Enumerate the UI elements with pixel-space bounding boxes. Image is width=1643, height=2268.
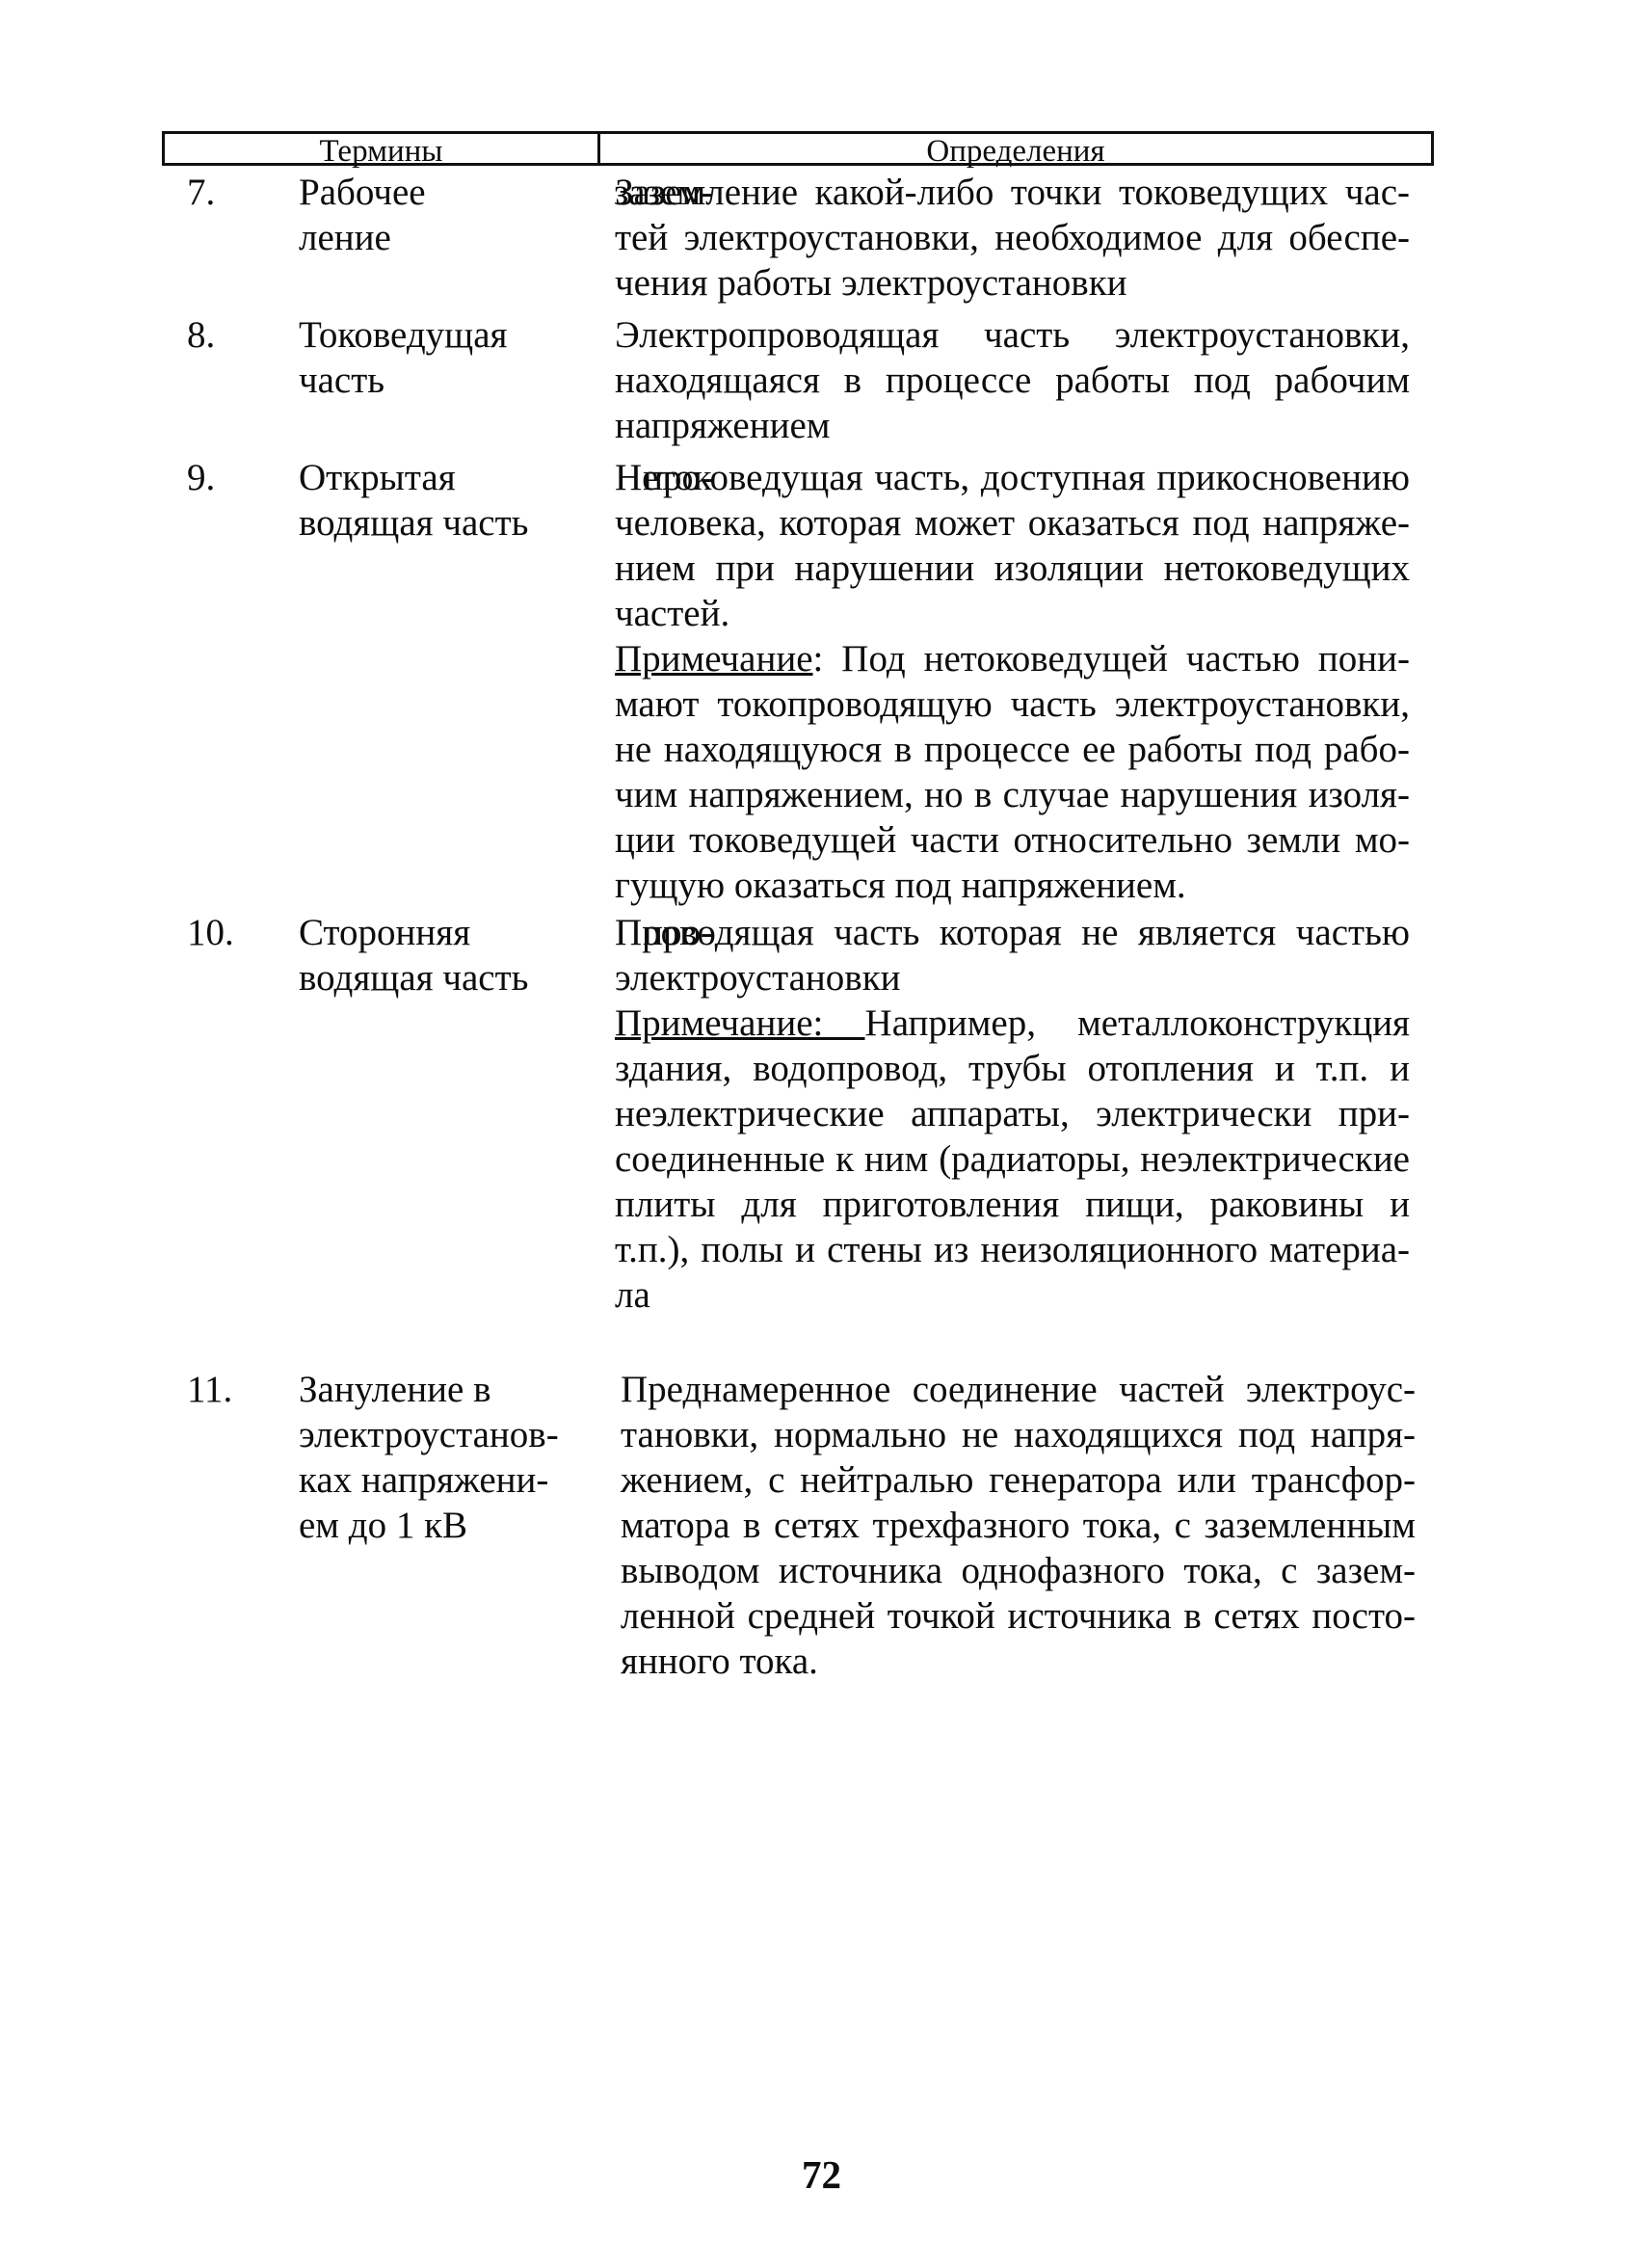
note-line: ла	[615, 1274, 650, 1316]
note-label: Примечание	[615, 638, 813, 680]
note-line: не находящуюся в процессе ее работы под рабо-	[615, 729, 1410, 770]
row-definition	[621, 1367, 1416, 1684]
definition-line: тановки, нормально не находящихся под напря-	[621, 1414, 1416, 1455]
note-line: плиты для приготовления пищи, раковины и	[615, 1184, 1410, 1225]
definition-line: жением, с нейтралью генератора или трансфор-	[621, 1459, 1416, 1501]
term-line: Открытая про-	[299, 457, 713, 498]
note-text: : Под нетоковедущей частью пони-	[812, 638, 1410, 680]
row-number: 9.	[187, 457, 216, 498]
definition-line: электроустановки	[615, 957, 901, 999]
page-number: 72	[802, 2152, 841, 2197]
row-number: 10.	[187, 912, 234, 953]
note-text: Например, металлоконструкция	[864, 1002, 1410, 1044]
definition-line: тей электроустановки, необходимое для обеспе-	[615, 217, 1410, 258]
term-line: водящая часть	[299, 957, 529, 999]
row-definition	[615, 910, 1410, 1318]
note-line: мают токопроводящую часть электроустановки,	[615, 683, 1410, 725]
note-line: соединенные к ним (радиаторы, неэлектрические	[615, 1138, 1410, 1180]
definition-line: выводом источника однофазного тока, с зазем-	[621, 1550, 1416, 1591]
note-line	[615, 636, 1410, 681]
definition-line: частей.	[615, 593, 730, 634]
row-number: 11.	[187, 1369, 233, 1410]
definition-line: Нетоковедущая часть, доступная прикосновению	[615, 457, 1410, 498]
term-line: Сторонняя про-	[299, 912, 713, 953]
note-line: чим напряжением, но в случае нарушения изоля-	[615, 774, 1410, 815]
definition-line: Преднамеренное соединение частей электроус-	[621, 1369, 1416, 1410]
note-line: неэлектрические аппараты, электрически при-	[615, 1093, 1410, 1134]
term-line: Рабочее зазем-	[299, 172, 713, 213]
definition-line: янного тока.	[621, 1641, 818, 1682]
row-number: 8.	[187, 314, 216, 356]
definition-line: ленной средней точкой источника в сетях посто-	[621, 1595, 1416, 1637]
term-line: электроустанов-	[299, 1414, 559, 1455]
term-line: водящая часть	[299, 502, 529, 544]
note-line: ции токоведущей части относительно земли мо-	[615, 819, 1410, 861]
note-line	[615, 1001, 1410, 1046]
definition-line: человека, которая может оказаться под напряже-	[615, 502, 1410, 544]
definition-line: нием при нарушении изоляции нетоковедущих	[615, 547, 1410, 589]
term-line: Зануление в	[299, 1369, 491, 1410]
header-definitions: Определения	[597, 131, 1434, 166]
definition-line: находящаяся в процессе работы под рабочим	[615, 360, 1410, 401]
term-line: ем до 1 кВ	[299, 1505, 468, 1546]
definition-line: Проводящая часть которая не является частью	[615, 912, 1410, 953]
row-number: 7.	[187, 172, 216, 213]
definition-line: матора в сетях трехфазного тока, с заземленным	[621, 1505, 1416, 1546]
note-label: Примечание:	[615, 1002, 865, 1044]
term-line: ление	[299, 217, 391, 258]
row-definition	[615, 312, 1410, 448]
definition-line: Заземление какой-либо точки токоведущих час-	[615, 172, 1410, 213]
table-header	[162, 131, 1434, 169]
note-line: здания, водопровод, трубы отопления и т.п. и	[615, 1048, 1410, 1089]
definition-line: напряжением	[615, 405, 831, 446]
note-line: гущую оказаться под напряжением.	[615, 865, 1186, 906]
term-line: часть	[299, 360, 385, 401]
definition-line: чения работы электроустановки	[615, 262, 1127, 304]
note-line: т.п.), полы и стены из неизоляционного материа-	[615, 1229, 1410, 1270]
term-line: ках напряжени-	[299, 1459, 549, 1501]
definition-line: Электропроводящая часть электроустановки,	[615, 314, 1410, 356]
row-definition	[615, 170, 1410, 306]
header-terms: Термины	[162, 131, 597, 166]
term-line: Токоведущая	[299, 314, 508, 356]
row-definition	[615, 455, 1410, 908]
